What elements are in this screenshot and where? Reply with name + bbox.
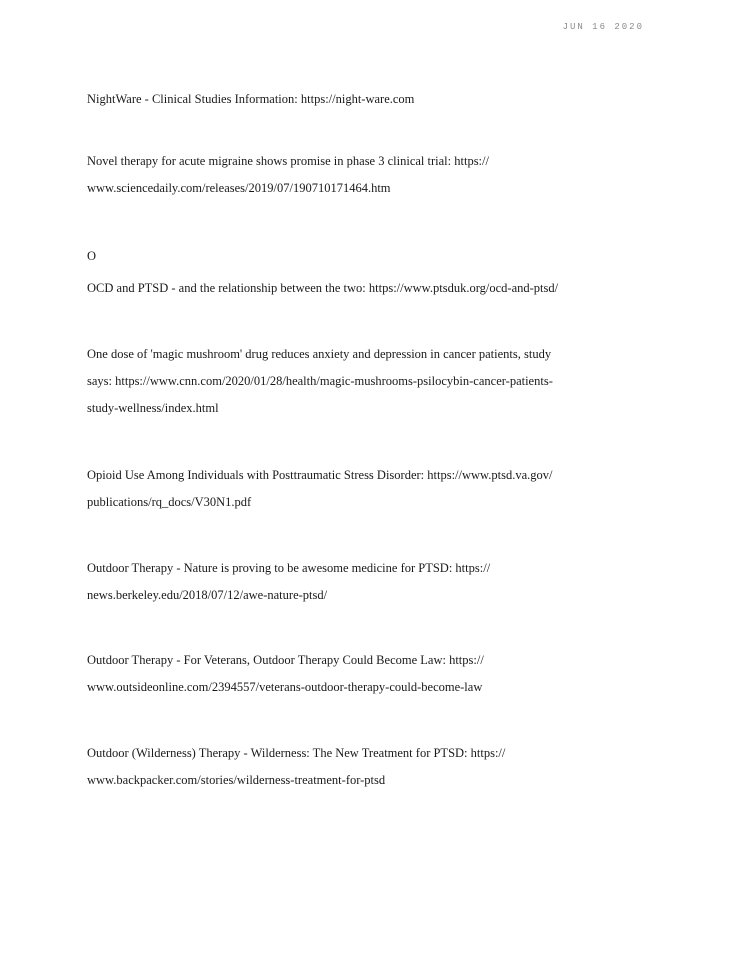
entry-line: study-wellness/index.html: [87, 401, 219, 415]
date-stamp: JUN 16 2020: [562, 22, 644, 32]
reference-entry: [87, 647, 657, 701]
reference-entry: [87, 148, 657, 202]
reference-entry: [87, 341, 657, 422]
entry-line: NightWare - Clinical Studies Information: https://night-ware.com: [87, 92, 415, 106]
entry-line: news.berkeley.edu/2018/07/12/awe-nature-ptsd/: [87, 588, 328, 602]
reference-entry: [87, 462, 657, 516]
entry-line: publications/rq_docs/V30N1.pdf: [87, 495, 252, 509]
entry-line: www.outsideonline.com/2394557/veterans-outdoor-therapy-could-become-law: [87, 680, 483, 694]
entry-line: OCD and PTSD - and the relationship between the two: https://www.ptsduk.org/ocd-and-ptsd/: [87, 281, 559, 295]
reference-entry: [87, 740, 657, 794]
entry-line: says: https://www.cnn.com/2020/01/28/health/magic-mushrooms-psilocybin-cancer-patients-: [87, 374, 553, 388]
entry-line: www.backpacker.com/stories/wilderness-treatment-for-ptsd: [87, 773, 386, 787]
entry-line: One dose of 'magic mushroom' drug reduces anxiety and depression in cancer patients, study: [87, 347, 552, 361]
reference-entry: [87, 86, 657, 113]
entry-line: Outdoor Therapy - Nature is proving to be awesome medicine for PTSD: https://: [87, 561, 491, 575]
entry-line: Outdoor (Wilderness) Therapy - Wilderness: The New Treatment for PTSD: https://: [87, 746, 506, 760]
reference-entry: [87, 275, 657, 302]
entry-line: Novel therapy for acute migraine shows promise in phase 3 clinical trial: https://: [87, 154, 489, 168]
entry-line: Outdoor Therapy - For Veterans, Outdoor Therapy Could Become Law: https://: [87, 653, 484, 667]
entry-line: www.sciencedaily.com/releases/2019/07/190710171464.htm: [87, 181, 391, 195]
entry-line: Opioid Use Among Individuals with Posttraumatic Stress Disorder: https://www.ptsd.va.gov/: [87, 468, 553, 482]
reference-entry: [87, 555, 657, 609]
section-marker: O: [87, 249, 97, 263]
